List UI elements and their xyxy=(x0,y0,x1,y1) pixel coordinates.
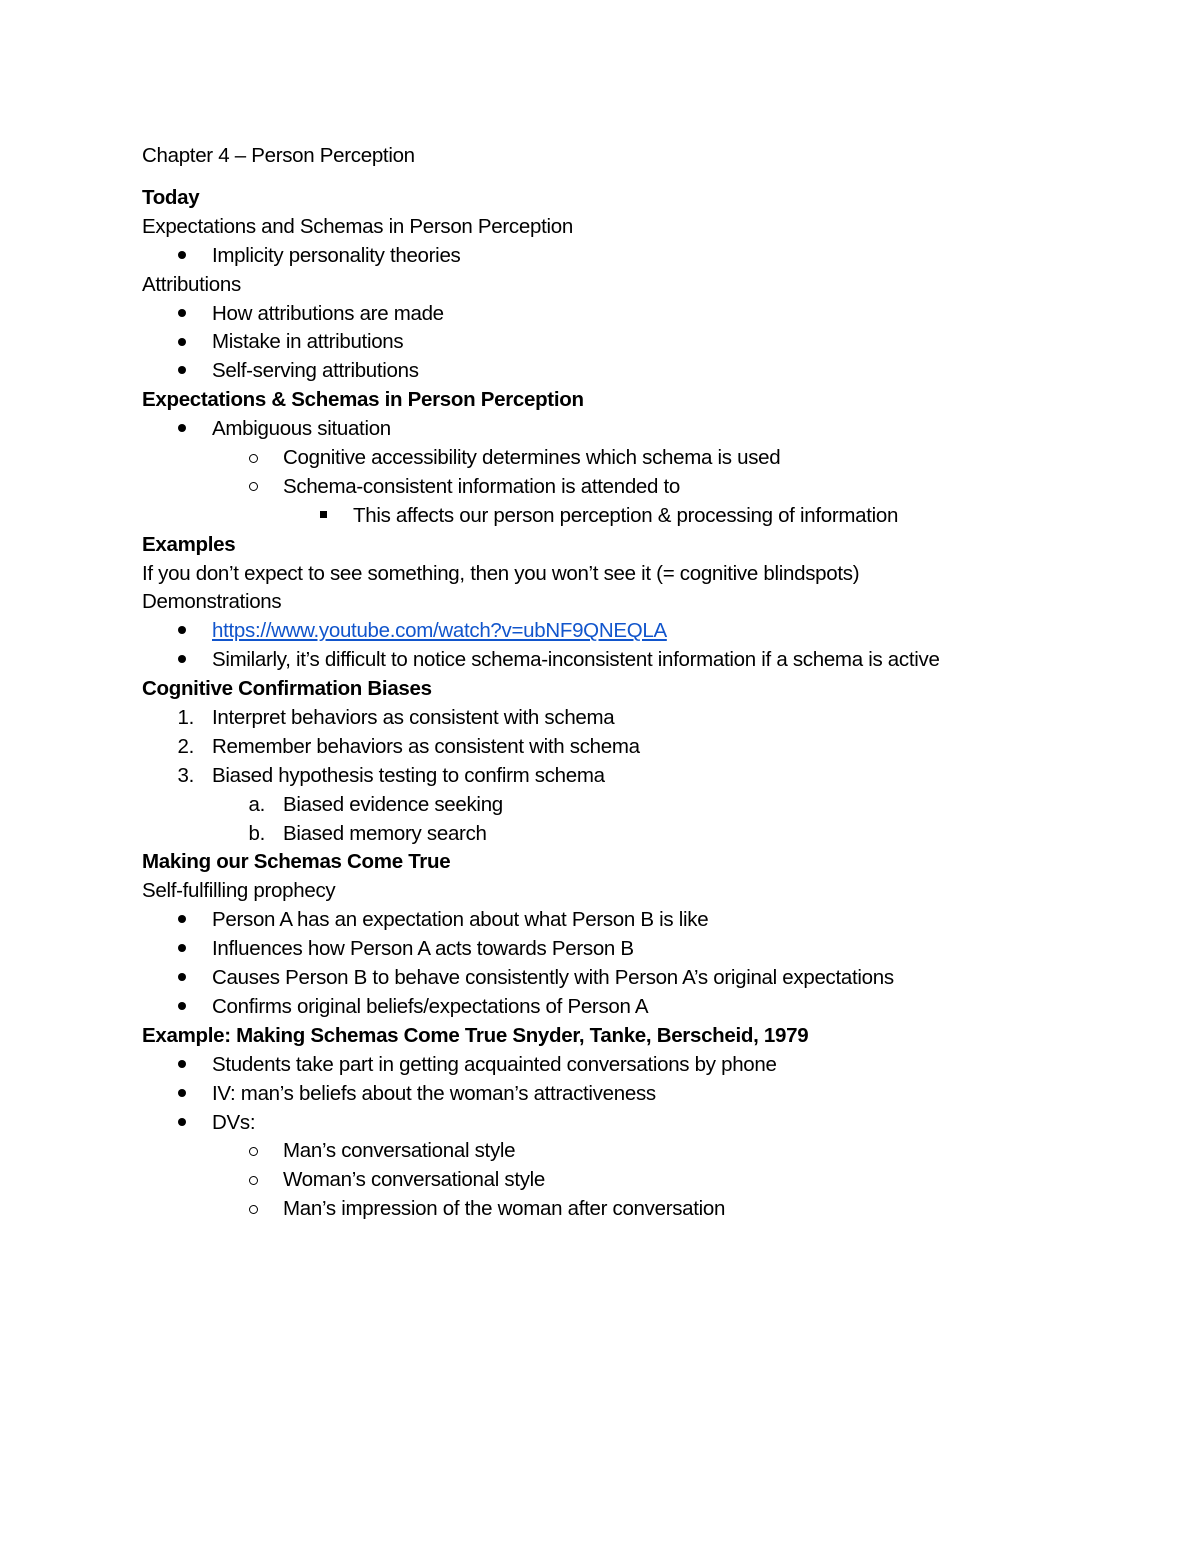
dot-bullet-icon xyxy=(178,915,186,923)
section-heading: Making our Schemas Come True xyxy=(142,850,451,874)
bullet-marker xyxy=(241,444,265,473)
bullet-marker xyxy=(170,1109,194,1138)
list-number: 2. xyxy=(177,734,194,758)
list-item-text: IV: man’s beliefs about the woman’s attractiveness xyxy=(212,1081,656,1105)
link-item xyxy=(142,617,1102,646)
list-item-text: Person A has an expectation about what Person B is like xyxy=(212,908,709,932)
dot-bullet-icon xyxy=(178,366,186,374)
dot-bullet-icon xyxy=(178,655,186,663)
list-item-text: Biased memory search xyxy=(283,821,487,845)
bullet-item xyxy=(142,964,1102,993)
bullet-item xyxy=(142,906,1102,935)
list-item-text: Students take part in getting acquainted conversations by phone xyxy=(212,1052,777,1076)
list-item-text: Man’s impression of the woman after conversation xyxy=(283,1197,726,1221)
list-item-text: Woman’s conversational style xyxy=(283,1168,546,1192)
paragraph-line: Expectations and Schemas in Person Perception xyxy=(142,214,573,238)
bullet-marker xyxy=(170,964,194,993)
bullet-marker xyxy=(170,415,194,444)
square-bullet-icon xyxy=(320,511,327,518)
youtube-link[interactable]: https://www.youtube.com/watch?v=ubNF9QNEQLA xyxy=(212,619,667,643)
bullet-item xyxy=(142,1109,1102,1138)
bullet-item xyxy=(142,646,1102,675)
section-heading: Today xyxy=(142,186,200,209)
numbered-item xyxy=(142,820,1102,849)
paragraph-line: If you don’t expect to see something, then you won’t see it (= cognitive blindspots) xyxy=(142,561,860,585)
bullet-item xyxy=(142,502,1102,531)
section-heading: Cognitive Confirmation Biases xyxy=(142,677,432,701)
hollow-circle-bullet-icon xyxy=(249,1147,258,1156)
dot-bullet-icon xyxy=(178,944,186,952)
bullet-item xyxy=(142,1137,1102,1166)
bullet-marker xyxy=(170,242,194,271)
bullet-item xyxy=(142,300,1102,329)
list-item-text: Influences how Person A acts towards Person B xyxy=(212,937,634,961)
list-item-text: Biased hypothesis testing to confirm schema xyxy=(212,763,605,787)
bullet-item xyxy=(142,993,1102,1022)
bullet-marker xyxy=(170,935,194,964)
list-item-text: Man’s conversational style xyxy=(283,1139,516,1163)
dot-bullet-icon xyxy=(178,424,186,432)
bullet-marker xyxy=(241,473,265,502)
document-content xyxy=(142,184,1102,1224)
list-item-text: How attributions are made xyxy=(212,301,444,325)
bullet-item xyxy=(142,1195,1102,1224)
list-number: 1. xyxy=(177,706,194,730)
list-number: a. xyxy=(248,792,265,816)
bullet-item xyxy=(142,1166,1102,1195)
bullet-marker xyxy=(170,646,194,675)
numbered-item xyxy=(142,704,1102,733)
hollow-circle-bullet-icon xyxy=(249,454,258,463)
list-item-text: Remember behaviors as consistent with schema xyxy=(212,734,640,758)
dot-bullet-icon xyxy=(178,973,186,981)
list-item-text: This affects our person perception & processing of information xyxy=(353,503,899,527)
dot-bullet-icon xyxy=(178,1089,186,1097)
document-title: Chapter 4 – Person Perception xyxy=(142,144,415,167)
list-item-text: Biased evidence seeking xyxy=(283,792,503,816)
list-item-text: Confirms original beliefs/expectations of Person A xyxy=(212,994,649,1018)
bullet-item xyxy=(142,444,1102,473)
list-item-text: Implicity personality theories xyxy=(212,243,461,267)
paragraph-line: Demonstrations xyxy=(142,590,282,614)
bullet-marker xyxy=(311,502,335,531)
bullet-marker xyxy=(170,357,194,386)
bullet-marker xyxy=(170,1051,194,1080)
numbered-item xyxy=(142,733,1102,762)
bullet-item xyxy=(142,415,1102,444)
hollow-circle-bullet-icon xyxy=(249,1205,258,1214)
list-item-text: Schema-consistent information is attended to xyxy=(283,474,681,498)
list-item-text: Interpret behaviors as consistent with schema xyxy=(212,706,615,730)
bullet-marker xyxy=(241,1195,265,1224)
bullet-marker xyxy=(241,1137,265,1166)
dot-bullet-icon xyxy=(178,338,186,346)
section-heading: Example: Making Schemas Come True Snyder, Tanke, Berscheid, 1979 xyxy=(142,1023,809,1047)
dot-bullet-icon xyxy=(178,251,186,259)
hollow-circle-bullet-icon xyxy=(249,482,258,491)
list-item-text: Causes Person B to behave consistently with Person A’s original expectations xyxy=(212,966,894,990)
paragraph-line: Attributions xyxy=(142,272,241,296)
numbered-item xyxy=(142,791,1102,820)
bullet-item xyxy=(142,935,1102,964)
dot-bullet-icon xyxy=(178,1118,186,1126)
bullet-marker xyxy=(170,1080,194,1109)
bullet-marker xyxy=(170,617,194,646)
hollow-circle-bullet-icon xyxy=(249,1176,258,1185)
paragraph-line: Self-fulfilling prophecy xyxy=(142,879,336,903)
bullet-item xyxy=(142,328,1102,357)
bullet-item xyxy=(142,357,1102,386)
numbered-item xyxy=(142,762,1102,791)
list-number: b. xyxy=(248,821,265,845)
bullet-item xyxy=(142,1080,1102,1109)
bullet-marker xyxy=(170,906,194,935)
list-item-text: DVs: xyxy=(212,1110,256,1134)
dot-bullet-icon xyxy=(178,626,186,634)
bullet-marker xyxy=(170,328,194,357)
section-heading: Examples xyxy=(142,532,236,556)
section-heading: Expectations & Schemas in Person Perception xyxy=(142,388,584,412)
document-body xyxy=(142,141,1102,1224)
bullet-marker xyxy=(241,1166,265,1195)
list-item-text: Cognitive accessibility determines which schema is used xyxy=(283,446,781,470)
bullet-marker xyxy=(170,300,194,329)
bullet-item xyxy=(142,473,1102,502)
list-item-text: Ambiguous situation xyxy=(212,417,391,441)
list-item-text: Similarly, it’s difficult to notice schema-inconsistent information if a schema is active xyxy=(212,648,940,672)
list-item-text: Mistake in attributions xyxy=(212,330,404,354)
dot-bullet-icon xyxy=(178,1002,186,1010)
bullet-item xyxy=(142,242,1102,271)
bullet-marker xyxy=(170,993,194,1022)
dot-bullet-icon xyxy=(178,309,186,317)
dot-bullet-icon xyxy=(178,1060,186,1068)
list-item-text: Self-serving attributions xyxy=(212,359,419,383)
bullet-item xyxy=(142,1051,1102,1080)
list-number: 3. xyxy=(177,763,194,787)
